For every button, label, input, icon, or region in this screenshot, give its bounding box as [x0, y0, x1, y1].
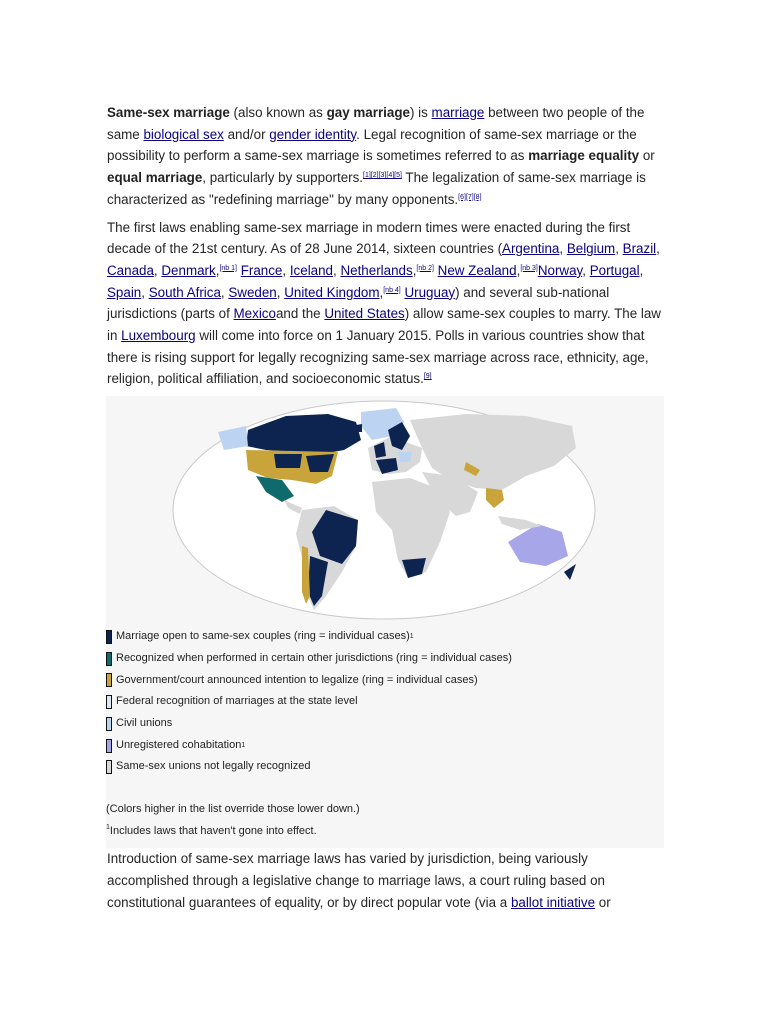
text: ) is [409, 105, 432, 120]
citation-1-5[interactable]: [1][2][3][4][5] [363, 172, 402, 180]
note-nb1[interactable]: [nb 1] [219, 264, 237, 272]
canada-region [246, 414, 361, 454]
new-zealand-region [564, 564, 576, 580]
usa-marriage-states [274, 454, 302, 468]
link-belgium[interactable]: Belgium [566, 241, 616, 257]
intro-paragraph [107, 102, 663, 211]
text: ) and several sub-national jurisdictions (parts of [107, 284, 610, 322]
legend-item-civil-unions [106, 713, 664, 735]
legend-note-override: (Colors higher in the list override those lower down.) [106, 803, 360, 816]
text: ) allow same-sex couples to marry. The law in [107, 306, 661, 344]
legend-item-not-recognized [106, 756, 664, 778]
link-new-zealand[interactable]: New Zealand [437, 262, 517, 278]
link-gender-identity[interactable]: gender identity [269, 126, 357, 142]
link-marriage[interactable]: marriage [431, 105, 485, 120]
legend-swatch [106, 739, 112, 753]
term-same-sex-marriage: Same-sex marriage [107, 105, 230, 120]
text: . Legal recognition of same-sex marriage or the possibility to perform a same-sex marriage is sometimes referred to as [107, 126, 637, 164]
legend-item-federal [106, 691, 664, 713]
citation-6-8[interactable]: [6][7][8] [458, 193, 482, 201]
legend-label: Civil unions [116, 716, 173, 729]
link-spain[interactable]: Spain [107, 284, 142, 300]
text: or [595, 894, 611, 910]
term-equal-marriage: equal marriage [107, 170, 203, 186]
term-gay-marriage: gay marriage [326, 105, 410, 120]
legend-item-marriage: Marriage open to same-sex couples (ring = individual cases) 1 [106, 626, 664, 648]
central-europe-civil [398, 452, 412, 462]
link-mexico[interactable]: Mexico [233, 306, 276, 322]
note-nb3[interactable]: [nb 3] [520, 264, 538, 272]
link-ballot-initiative[interactable]: ballot initiative [510, 894, 596, 910]
legend-item-cohabitation: Unregistered cohabitation 1 [106, 735, 664, 757]
legend-swatch [106, 717, 112, 731]
link-argentina[interactable]: Argentina [502, 241, 560, 257]
legend-label: Recognized when performed in certain other jurisdictions (ring = individual cases) [116, 651, 512, 664]
legend-label: Government/court announced intention to legalize (ring = individual cases) [116, 673, 478, 686]
world-map-image [106, 396, 664, 624]
world-map[interactable] [106, 396, 664, 624]
text: The legalization of same-sex marriage is characterized as "redefining marriage" by many opponents. [107, 170, 646, 207]
note-nb2[interactable]: [nb 2] [416, 264, 434, 272]
legend-swatch [106, 652, 112, 666]
legend-note-footnote [106, 821, 664, 843]
legend-item-recognized [106, 648, 664, 670]
link-south-africa[interactable]: South Africa [148, 284, 221, 300]
text: between two people of the same [107, 105, 645, 142]
link-iceland[interactable]: Iceland [289, 262, 334, 278]
map-legend [106, 626, 664, 778]
introduction-paragraph [107, 848, 663, 913]
text: and/or [223, 126, 270, 142]
history-paragraph: The first laws enabling same-sex marriage in modern times were enacted during the first decade of the 21st century. As of 28 June 2014, sixteen countries (Argentina, Belgium, Brazil, Canada, Denmark,[nb 1] France, Iceland, Netherlands,[nb 2] New Zealand,[nb 3]Norway, Portugal, Spain, South Africa, Sweden, United Kingdom,[nb 4] Uruguay) and several sub-national jurisdictions (parts of Mexicoand the United States) allow same-sex couples to marry. The law in Luxembourg will come into force on 1 January 2015. Polls in various countries show that there is rising support for legally recognizing same-sex marriage across race, ethnicity, age, religion, political affiliation, and socioeconomic status.[9] [107, 219, 661, 387]
legend-swatch [106, 630, 112, 644]
link-uruguay[interactable]: Uruguay [404, 284, 456, 300]
footnote-mark: 1 [106, 823, 110, 831]
map-figure [106, 396, 664, 848]
text: (also known as [229, 105, 327, 120]
article-body [107, 102, 663, 914]
link-norway[interactable]: Norway [537, 262, 583, 278]
link-united-kingdom[interactable]: United Kingdom [284, 284, 380, 300]
legend-label: Unregistered cohabitation [116, 738, 242, 751]
link-luxembourg[interactable]: Luxembourg [121, 328, 196, 344]
link-netherlands[interactable]: Netherlands [340, 262, 413, 278]
legend-label: Marriage open to same-sex couples (ring = individual cases) [116, 630, 410, 643]
legend-swatch [106, 695, 112, 709]
text: and the [275, 306, 325, 322]
legend-swatch [106, 673, 112, 687]
citation-9[interactable]: [9] [423, 373, 432, 381]
legend-label: Federal recognition of marriages at the state level [116, 695, 358, 708]
link-france[interactable]: France [240, 262, 283, 278]
link-united-states[interactable]: United States [324, 306, 405, 322]
link-brazil[interactable]: Brazil [622, 241, 657, 257]
text: Introduction of same-sex marriage laws has varied by jurisdiction, being variously accomplished through a legislative change to marriage laws, a court ruling based on constitutional guarantees of equality, or by direct popular vote (via a [107, 851, 605, 910]
link-biological-sex[interactable]: biological sex [143, 126, 224, 142]
note-nb4[interactable]: [nb 4] [383, 286, 401, 294]
link-canada[interactable]: Canada [107, 262, 154, 278]
legend-label: Same-sex unions not legally recognized [116, 760, 311, 773]
link-denmark[interactable]: Denmark [161, 262, 216, 278]
footnote-text: Includes laws that haven't gone into effect. [109, 824, 317, 837]
link-sweden[interactable]: Sweden [228, 284, 277, 300]
legend-item-intention [106, 670, 664, 692]
text: or [639, 148, 655, 164]
term-marriage-equality: marriage equality [528, 148, 640, 164]
legend-swatch [106, 760, 112, 774]
text: will come into force on 1 January 2015. Polls in various countries show that there is rising support for legally recognizing same-sex marriage across race, ethnicity, age, religion, political affiliation, and socioeconomic status. [107, 328, 649, 387]
text: , particularly by supporters. [202, 170, 364, 186]
link-portugal[interactable]: Portugal [589, 262, 640, 278]
text: The first laws enabling same-sex marriage in modern times were enacted during the first decade of the 21st century. As of 28 June 2014, sixteen countries ( [107, 219, 631, 257]
